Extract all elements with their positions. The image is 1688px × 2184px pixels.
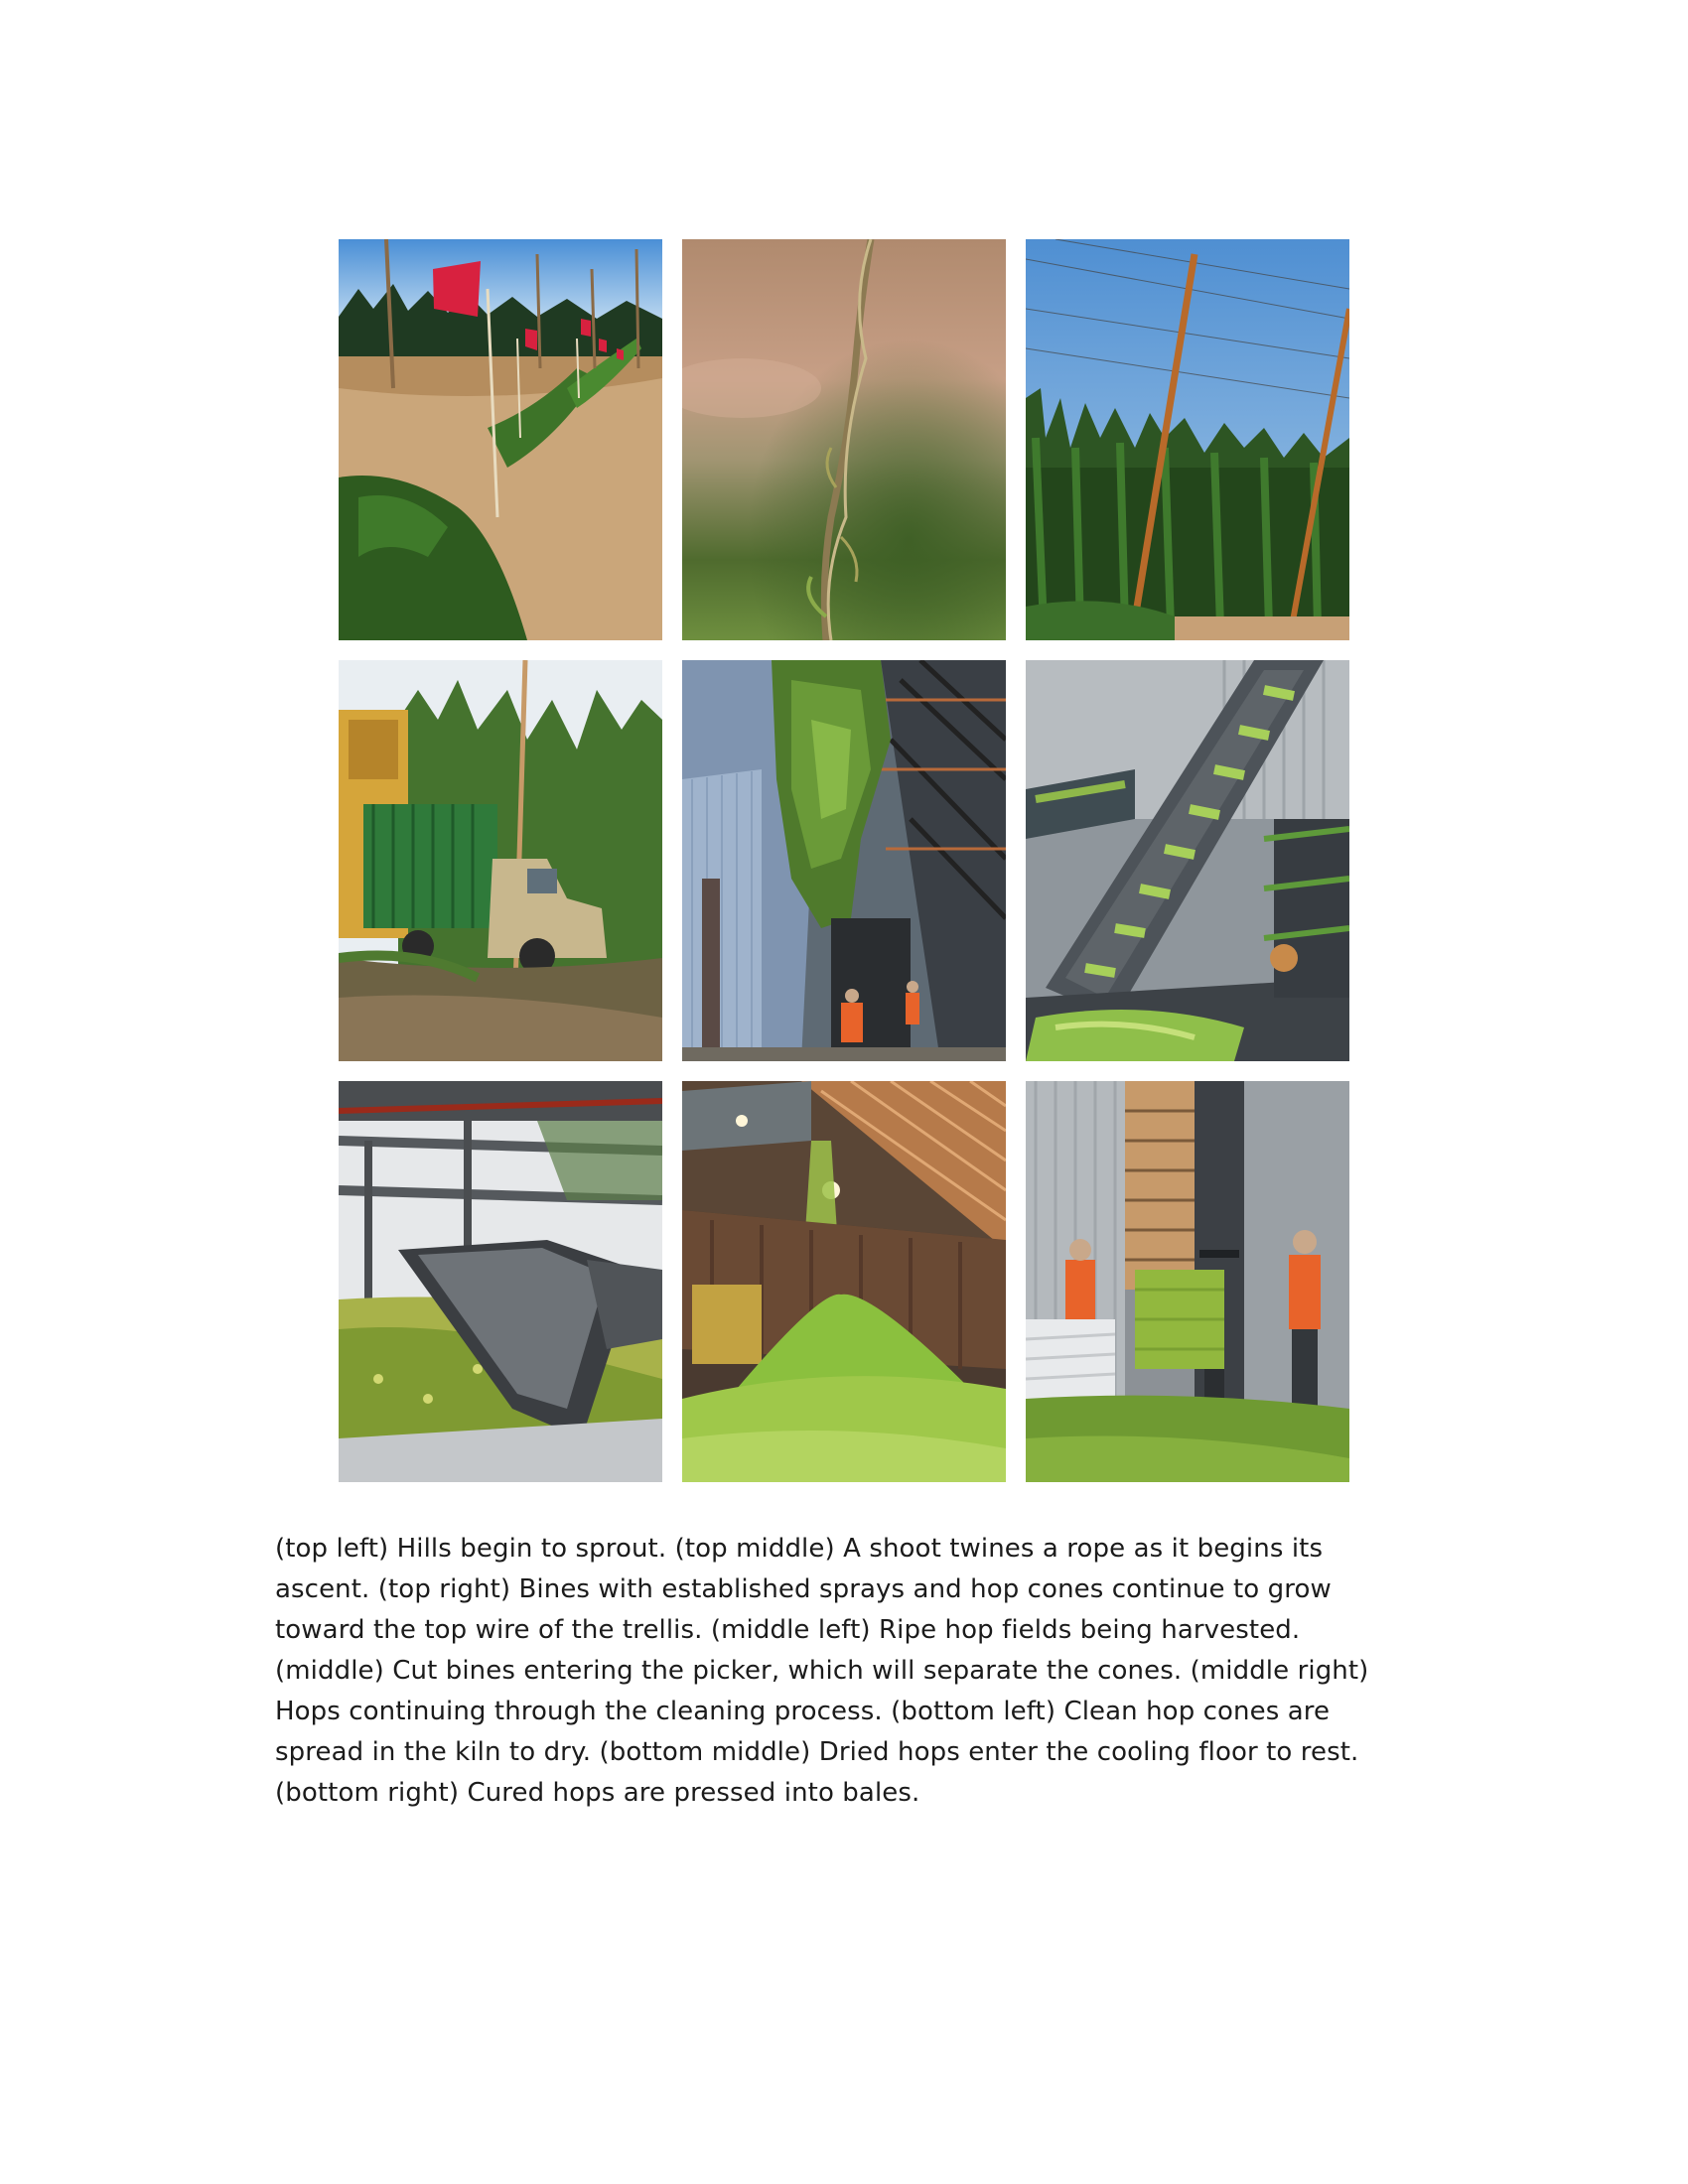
photo-middle-right <box>1026 660 1349 1061</box>
photo-bottom-left <box>339 1081 662 1482</box>
photo-top-middle <box>682 239 1006 640</box>
photo-top-left <box>339 239 662 640</box>
photo-caption: (top left) Hills begin to sprout. (top middle) A shoot twines a rope as it begins its ascent. (top right) Bines with established sprays and hop cones continue to grow toward the top wire of the trellis. (middle left) Ripe hop fields being harvested. (middle) Cut bines entering the picker, which will separate the cones. (middle right) Hops continuing through the cleaning process. (bottom left) Clean hop cones are spread in the kiln to dry. (bottom middle) Dried hops enter the cooling floor to rest. (bottom right) Cured hops are pressed into bales. <box>275 1534 1369 1808</box>
cleaning-conveyor-image <box>1026 660 1349 1061</box>
trellis-bines-image <box>1026 239 1349 640</box>
photo-bottom-middle <box>682 1081 1006 1482</box>
kiln-drying-image <box>339 1081 662 1482</box>
baling-press-image <box>1026 1081 1349 1482</box>
photo-middle-left <box>339 660 662 1061</box>
photo-top-right <box>1026 239 1349 640</box>
photo-middle <box>682 660 1006 1061</box>
sprouting-hills-image <box>339 239 662 640</box>
picker-bines-image <box>682 660 1006 1061</box>
photo-grid <box>339 239 1349 1482</box>
harvest-truck-image <box>339 660 662 1061</box>
cooling-floor-image <box>682 1081 1006 1482</box>
photo-bottom-right <box>1026 1081 1349 1482</box>
shoot-twining-image <box>682 239 1006 640</box>
